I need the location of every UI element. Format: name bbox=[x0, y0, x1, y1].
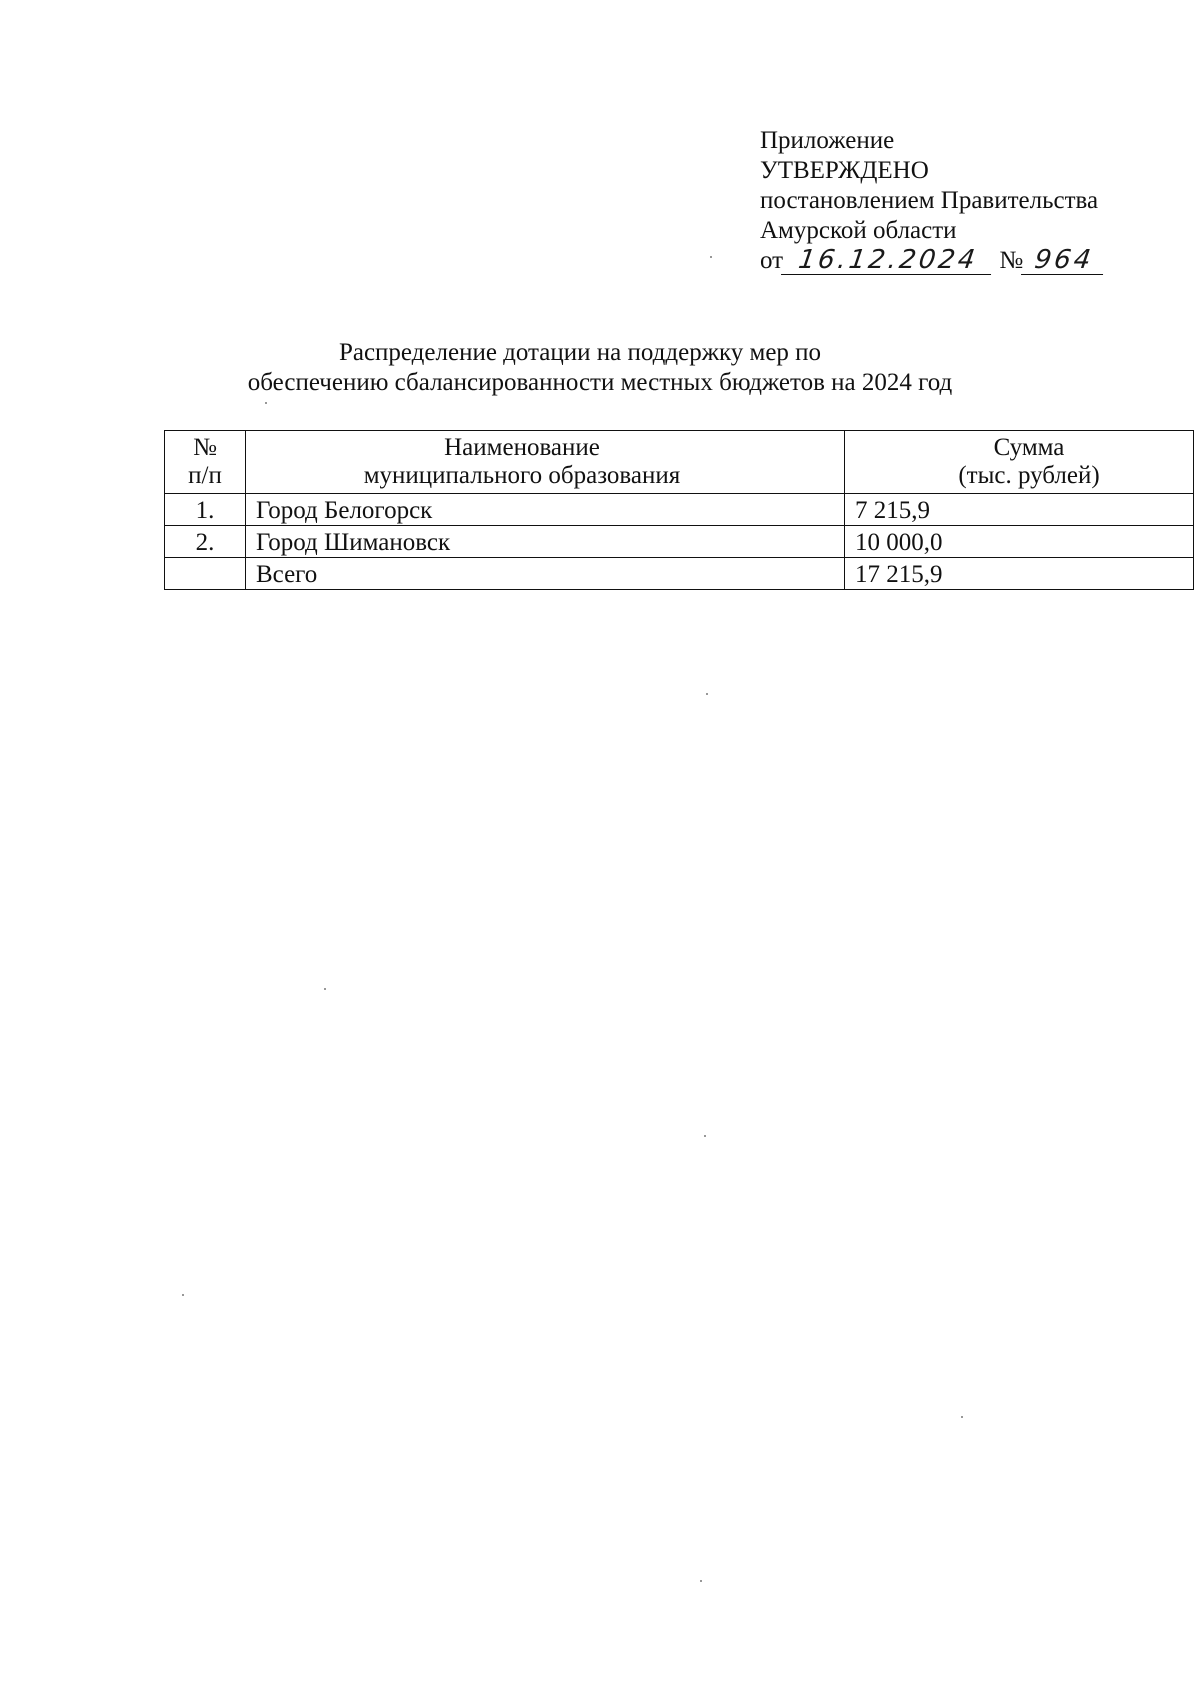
row-municipality: Город Шимановск bbox=[246, 526, 845, 558]
title-line-2: обеспечению сбалансированности местных бюджетов на 2024 год bbox=[247, 369, 953, 396]
scan-speck bbox=[265, 402, 267, 404]
scan-speck bbox=[704, 1135, 706, 1137]
handwritten-date: 16.12.2024 bbox=[781, 246, 995, 275]
scan-speck bbox=[710, 256, 712, 258]
row-number: 2. bbox=[165, 526, 246, 558]
scan-speck bbox=[961, 1416, 963, 1418]
header-name bbox=[246, 431, 845, 494]
approval-block bbox=[760, 126, 1105, 276]
approval-date-line bbox=[760, 246, 1105, 276]
table-row bbox=[165, 526, 1194, 558]
row-number: 1. bbox=[165, 494, 246, 526]
header-name-line1: Наименование bbox=[444, 434, 600, 461]
header-number bbox=[165, 431, 246, 494]
header-name-line2: муниципального образования bbox=[363, 462, 681, 489]
document-title bbox=[0, 338, 1200, 398]
row-number bbox=[165, 558, 246, 590]
header-number-line1: № bbox=[193, 434, 217, 461]
row-total-label: Всего bbox=[246, 558, 845, 590]
approval-region: Амурской области bbox=[760, 217, 957, 244]
table-total-row bbox=[165, 558, 1194, 590]
number-prefix: № bbox=[999, 247, 1024, 274]
table-header-row bbox=[165, 431, 1194, 494]
scan-speck bbox=[706, 693, 708, 695]
header-sum bbox=[845, 431, 1194, 494]
scan-speck bbox=[324, 988, 326, 990]
row-total-sum: 17 215,9 bbox=[845, 558, 1194, 590]
date-prefix: от bbox=[760, 247, 784, 274]
handwritten-number: 964 bbox=[1021, 246, 1107, 275]
row-municipality: Город Белогорск bbox=[246, 494, 845, 526]
scan-speck bbox=[182, 1294, 184, 1296]
title-line-1: Распределение дотации на поддержку мер по bbox=[338, 339, 822, 366]
distribution-table bbox=[164, 430, 1194, 590]
header-number-line2: п/п bbox=[188, 462, 222, 489]
approval-appendix: Приложение bbox=[760, 127, 895, 154]
header-sum-line2: (тыс. рублей) bbox=[958, 462, 1100, 489]
row-sum: 10 000,0 bbox=[845, 526, 1194, 558]
row-sum: 7 215,9 bbox=[845, 494, 1194, 526]
approval-resolution: постановлением Правительства bbox=[760, 187, 1099, 214]
scan-speck bbox=[700, 1580, 702, 1582]
table-row bbox=[165, 494, 1194, 526]
approval-approved: УТВЕРЖДЕНО bbox=[760, 157, 929, 184]
header-sum-line1: Сумма bbox=[993, 434, 1065, 461]
